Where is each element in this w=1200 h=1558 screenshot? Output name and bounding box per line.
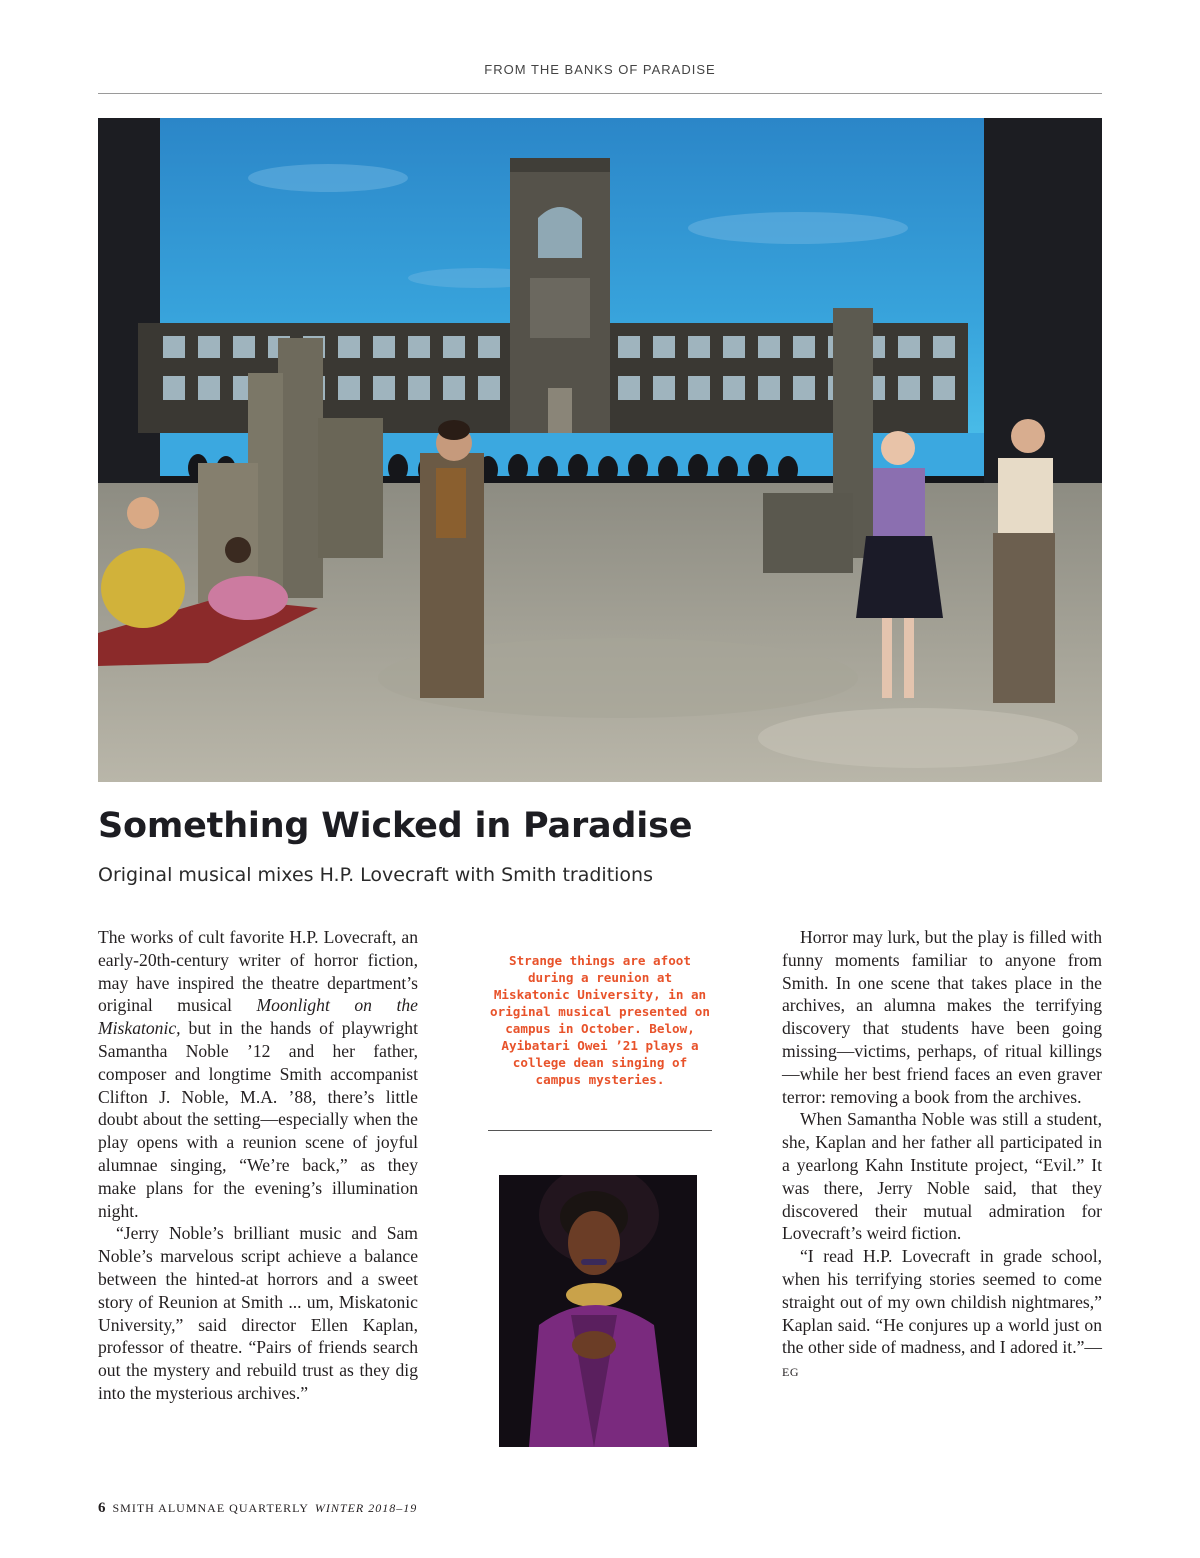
play-title: Moonlight on the Miskatonic, [98, 995, 418, 1039]
left-paragraph-2: “Jerry Noble’s brilliant music and Sam Noble’s marvelous script achieve a balance between the hinted-at horrors and a sweet story of Reunion at Smith ... um, Miskatonic University,” said director Ellen Kaplan, professor of theatre. “Pairs of friends search out the mystery and rebuild trust as they dig into the mysterious archives.” [98, 1223, 418, 1403]
left-p1-rest: but in the hands of playwright Samantha Noble ’12 and her father, composer and longtime Smith accompanist Clifton J. Noble, M.A. ’88, there’s little doubt about the setting—especially when the play opens with a reunion scene of joyful alumnae singing, “We’re back,” as they make plans for the evening’s illumination night. [98, 1018, 418, 1221]
stage-photo-illustration [98, 118, 1102, 782]
page-number: 6 [98, 1500, 107, 1516]
right-paragraph-2: When Samantha Noble was still a student, she, Kaplan and her father all participated in a yearlong Kahn Institute project, “Evil.” It was there, Jerry Noble said, that they discovered their mutual admiration for Lovecraft’s weird fiction. [782, 1109, 1102, 1244]
right-paragraph-3 [782, 1245, 1102, 1384]
dean-singer-photo [499, 1175, 697, 1447]
singer-photo-illustration [499, 1175, 697, 1447]
right-paragraph-1: Horror may lurk, but the play is filled with funny moments familiar to anyone from Smith. In one scene that takes place in the archives, an alumna makes the terrifying discovery that students have been going missing—victims, perhaps, of ritual killings—while her best friend faces an even graver terror: removing a book from the archives. [782, 927, 1102, 1107]
article-subtitle: Original musical mixes H.P. Lovecraft with Smith traditions [98, 864, 653, 886]
author-signature: EG [782, 1365, 799, 1380]
right-p3-text: “I read H.P. Lovecraft in grade school, when his terrifying stories seemed to come straight out of my own childish nightmares,” Kaplan said. “He conjures up a world just on the other side of madness, and I adored it.”— [782, 1246, 1102, 1358]
header-rule [98, 93, 1102, 94]
stage-production-photo [98, 118, 1102, 782]
page-footer [98, 1500, 417, 1517]
publication-name: SMITH ALUMNAE QUARTERLY [112, 1501, 309, 1515]
caption-rule [488, 1130, 712, 1131]
issue-date: WINTER 2018–19 [314, 1501, 418, 1515]
photo-caption: Strange things are afoot during a reunion at Miskatonic University, in an original musical presented on campus in October. Below, Ayibatari Owei ’21 plays a college dean singing of campus mysteries. [490, 953, 710, 1087]
right-text-column [782, 926, 1102, 1384]
left-p1-intro: The works of cult favorite H.P. Lovecraft, an early-20th-century writer of horror fiction, may have inspired the theatre department’s original musical [98, 927, 418, 1016]
running-head: FROM THE BANKS OF PARADISE [484, 62, 716, 77]
left-paragraph-1 [98, 926, 418, 1222]
article-title: Something Wicked in Paradise [98, 806, 693, 846]
left-text-column [98, 926, 418, 1405]
